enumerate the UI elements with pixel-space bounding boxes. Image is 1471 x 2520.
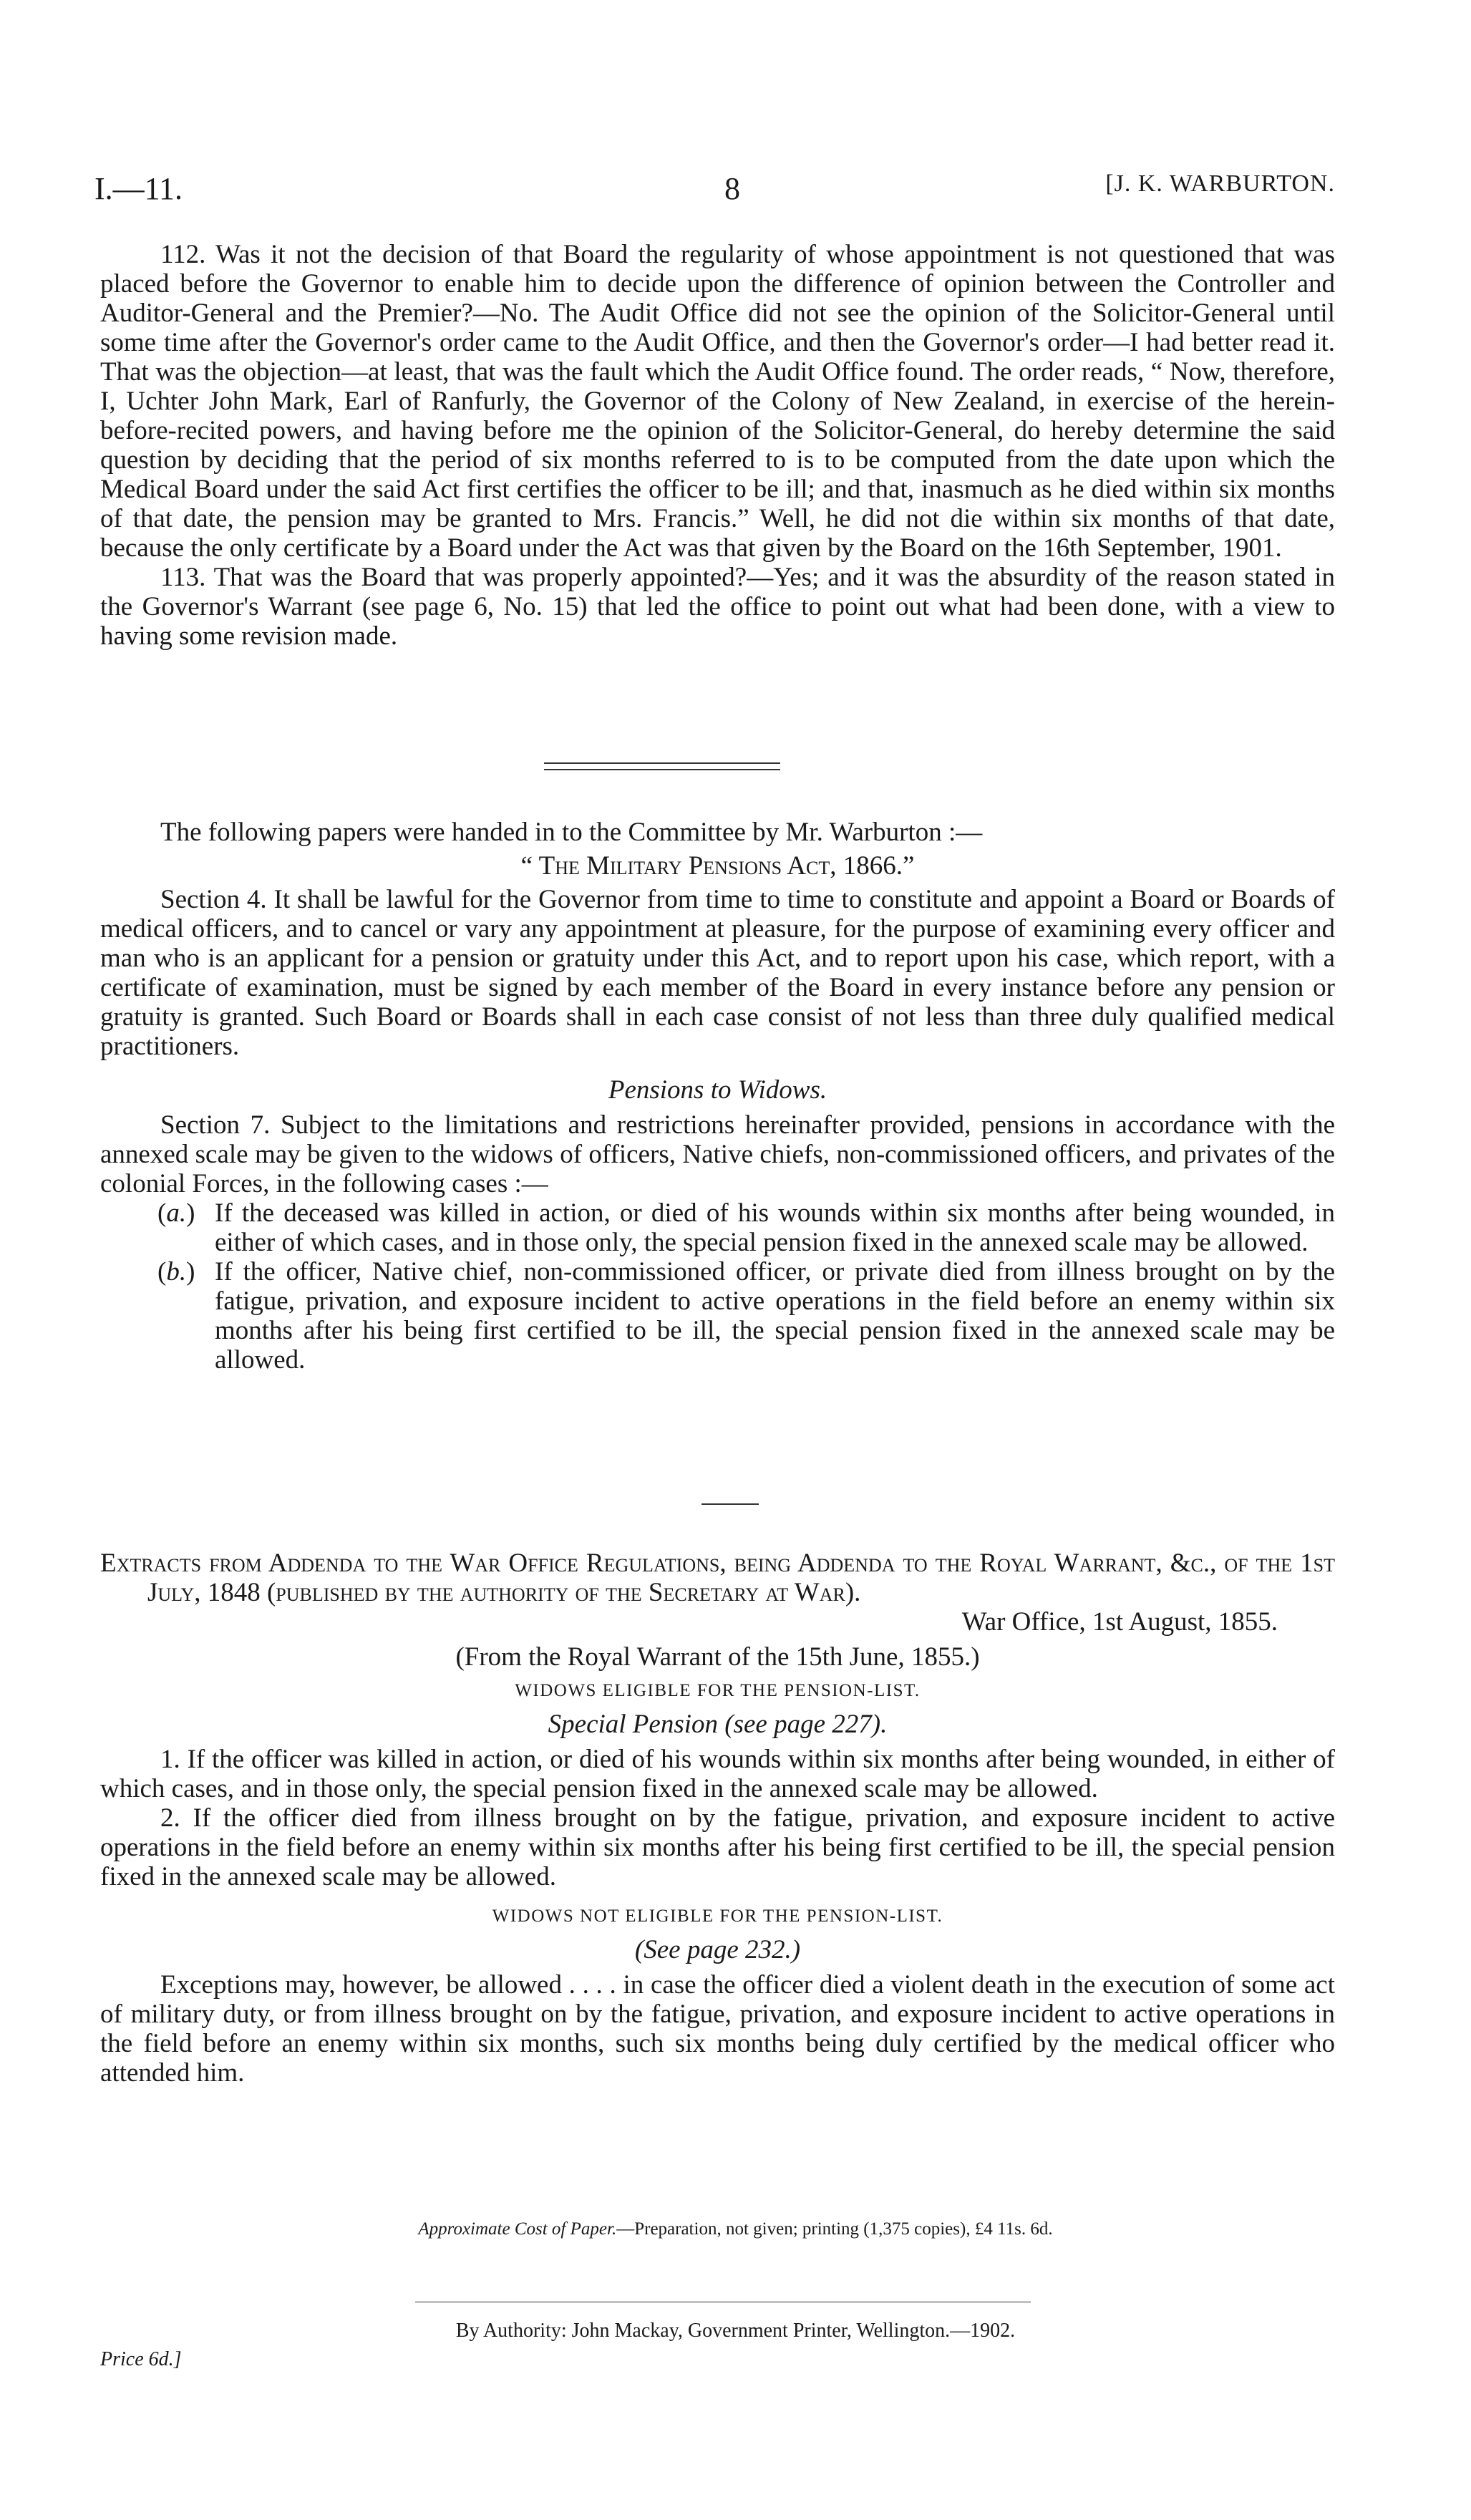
question-112: 112. Was it not the decision of that Board the regularity of whose appointment is not questioned that was placed before the Governor to enable him to decide upon the difference of opinion between the Controller and Auditor-General and the Premier?—No. The Audit Office did not see the opinion of the Solicitor-General until some time after the Governor's order came to the Audit Office, and then the Governor's order—I had better read it. That was the objection—at least, that was the fault which the Audit Office found. The order reads, “ Now, therefore, I, Uchter John Mark, Earl of Ranfurly, the Governor of the Colony of New Zealand, in exercise of the herein-before-recited powers, and having before me the opinion of the Solicitor-General, do hereby determine the said question by deciding that the period of six months referred to is to be computed from the date upon which the Medical Board under the said Act first certifies the officer to be ill; and that, inasmuch as he died within six months of that date, the pension may be granted to Mrs. Francis.” Well, he did not die within six months of that date, because the only certificate by a Board under the Act was that given by the Board on the 16th September, 1901. [100,240,1335,563]
section-7: Section 7. Subject to the limitations and restrictions hereinafter provided, pensions in accordance with the annexed scale may be given to the widows of officers, Native chiefs, non-commissioned officers, and privates of the colonial Forces, in the following cases :— [100,1110,1335,1198]
witness-name: [J. K. WARBURTON. [1105,170,1335,197]
see-page-reference: (See page 232.) [634,1935,801,1964]
price: Price 6d.] [100,2348,182,2370]
page-number: 8 [724,171,740,206]
section-7-item: (b.) If the officer, Native chief, non-commissioned officer, or private died from illness brought on by the fatigue, privation, and exposure incident to active operations in the field before an enemy within six months after his being first certified to be ill, the special pension fixed in the annexed scale may be allowed. [157,1257,1335,1375]
eligible-heading: WIDOWS ELIGIBLE FOR THE PENSION-LIST. [515,1681,921,1700]
question-113: 113. That was the Board that was properly appointed?—Yes; and it was the absurdity of the reason stated in the Governor's Warrant (see page 6, No. 15) that led the office to point out what had been done, with a view to having some revision made. [100,563,1335,651]
section-divider [544,769,780,770]
printer-authority: By Authority: John Mackay, Government Printer, Wellington.—1902. [455,2320,1016,2342]
not-eligible-heading: WIDOWS NOT ELIGIBLE FOR THE PENSION-LIST. [492,1906,943,1926]
short-divider [701,1503,759,1505]
page-header [94,170,1335,213]
section-4: Section 4. It shall be lawful for the Governor from time to time to constitute and appoint a Board or Boards of medical officers, and to cancel or vary any appointment at pleasure, for the purpose of examining every officer and man who is an applicant for a pension or gratuity under this Act, and to report upon his case, which report, with a certificate of examination, must be signed by each member of the Board in every instance before any pension or gratuity is granted. Such Board or Boards shall in each case consist of not less than three duly qualified medical practitioners. [100,885,1335,1061]
act-title: “ The Military Pensions Act, 1866.” [520,851,915,881]
eligible-item: 2. If the officer died from illness brought on by the fatigue, privation, and exposure incident to active operations in the field before an enemy within six months after his being first certified to be ill, the special pension fixed in the annexed scale may be allowed. [100,1803,1335,1891]
eligible-item: 1. If the officer was killed in action, or died of his wounds within six months after being wounded, in either of which cases, and in those only, the special pension fixed in the annexed scale may be allowed. [100,1745,1335,1803]
papers-intro: The following papers were handed in to the Committee by Mr. Warburton :— [160,818,983,847]
pensions-heading: Pensions to Widows. [608,1075,827,1105]
section-divider [544,762,780,764]
exceptions-paragraph: Exceptions may, however, be allowed . . . . in case the officer died a violent death in the execution of some act of military duty, or from illness brought on by the fatigue, privation, and exposure incident to active operations in the field before an enemy within six months, such six months being duly certified by the medical officer who attended him. [100,1970,1335,2088]
royal-warrant-reference: (From the Royal Warrant of the 15th June, 1855.) [455,1642,980,1672]
cost-note: Approximate Cost of Paper.—Preparation, not given; printing (1,375 copies), £4 11s. 6d. [418,2219,1053,2239]
papers-section [100,818,1335,1375]
section-7-item: (a.) If the deceased was killed in action, or died of his wounds within six months after being wounded, in either of which cases, and in those only, the special pension fixed in the annexed scale may be allowed. [157,1198,1335,1257]
paper-reference: I.—11. [94,171,183,206]
extracts-section [100,1549,1335,2088]
extracts-heading: Extracts from Addenda to the War Office Regulations, being Addenda to the Royal Warrant, &c., of the 1st July, 1848 (published by the authority of the Secretary at War). [100,1549,1335,1607]
special-pension-heading: Special Pension (see page 227). [548,1710,888,1739]
war-office-date: War Office, 1st August, 1855. [961,1607,1278,1637]
testimony-section [100,240,1335,651]
